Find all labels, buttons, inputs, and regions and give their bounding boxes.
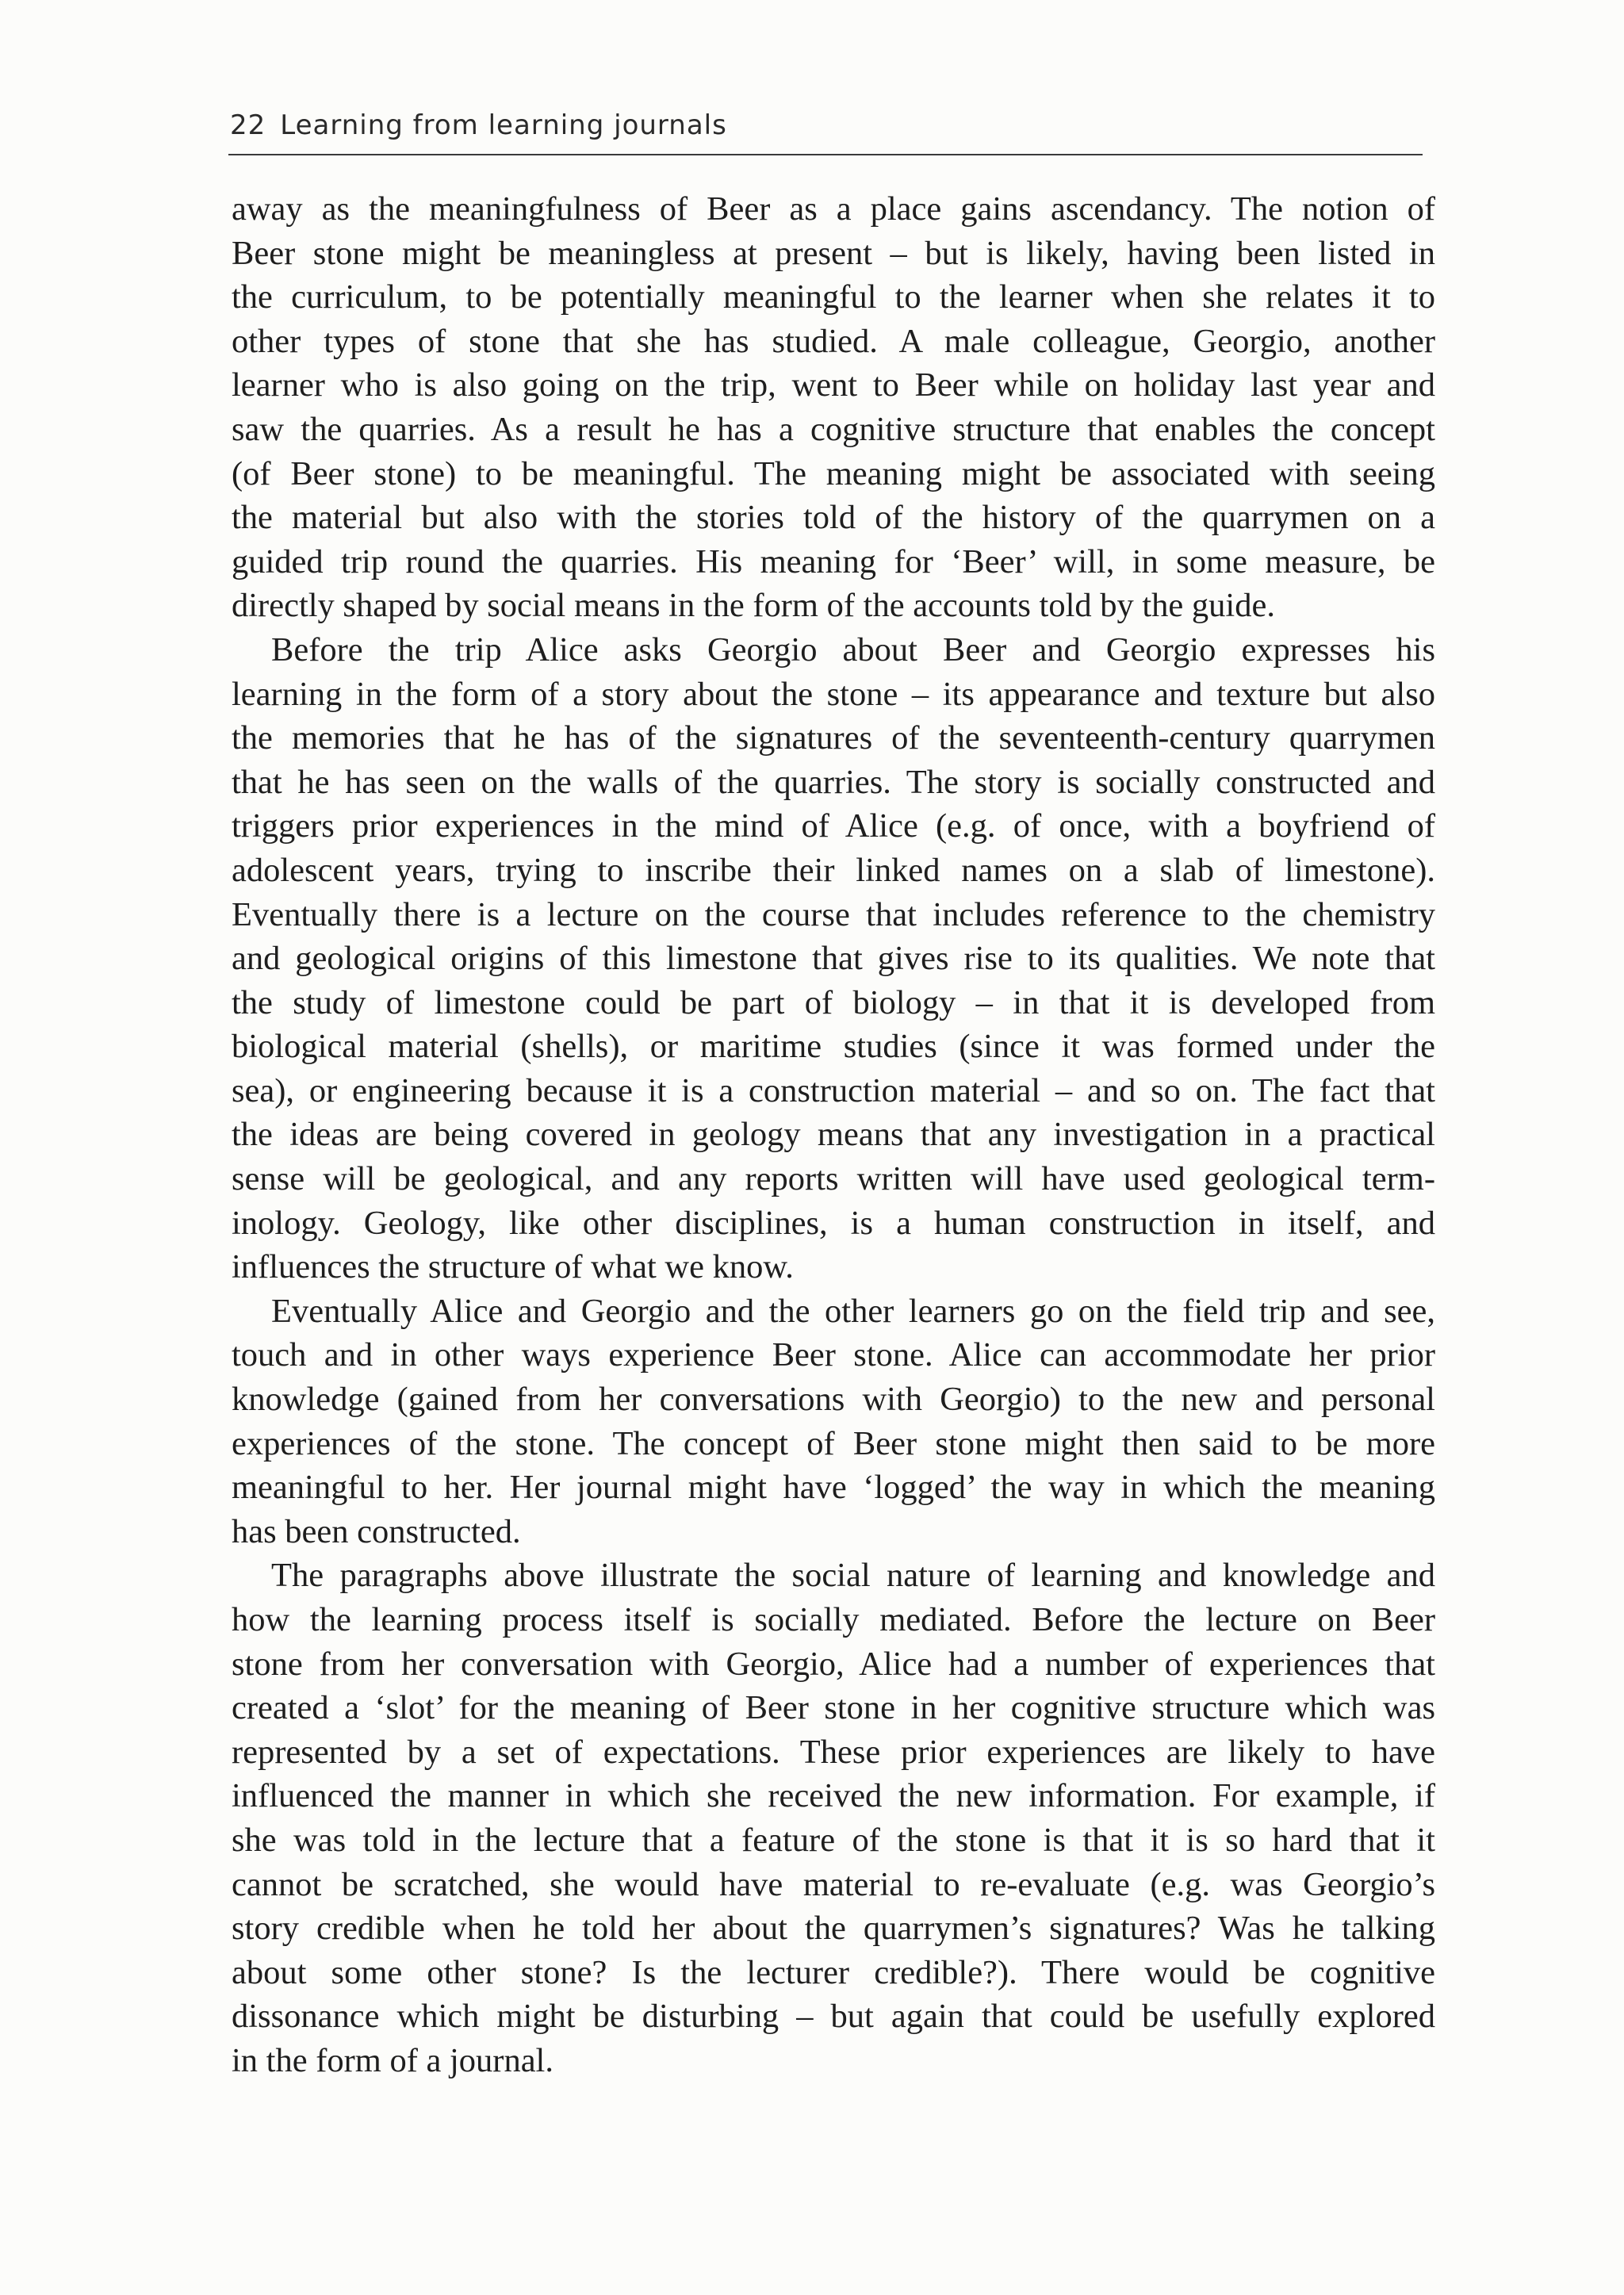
text-line: inology. Geology, like other disciplines, is a human construction in itself, and <box>232 1204 1435 1242</box>
paragraph-1 <box>232 187 1435 628</box>
text-line: and geological origins of this limestone that gives rise to its qualities. We note that <box>232 940 1435 978</box>
text-line: saw the quarries. As a result he has a cognitive structure that enables the concept <box>232 410 1435 448</box>
text-line: the memories that he has of the signatures of the seventeenth-century quarrymen <box>232 719 1435 757</box>
text-line: Beer stone might be meaningless at present – but is likely, having been listed in <box>232 234 1435 272</box>
text-line: in the form of a journal. <box>232 2041 553 2079</box>
text-line: sea), or engineering because it is a construction material – and so on. The fact that <box>232 1071 1435 1109</box>
text-line: other types of stone that she has studied. A male colleague, Georgio, another <box>232 322 1435 360</box>
text-line: cannot be scratched, she would have material to re-evaluate (e.g. was Georgio’s <box>232 1865 1435 1903</box>
text-line: Eventually there is a lecture on the course that includes reference to the chemistry <box>232 895 1435 933</box>
text-line: learner who is also going on the trip, went to Beer while on holiday last year and <box>232 366 1435 404</box>
book-title: Learning from learning journals <box>280 109 727 141</box>
text-line: experiences of the stone. The concept of Beer stone might then said to be more <box>232 1424 1435 1462</box>
text-line: guided trip round the quarries. His meaning for ‘Beer’ will, in some measure, be <box>232 542 1435 580</box>
text-line: influences the structure of what we know. <box>232 1248 794 1286</box>
text-line: the study of limestone could be part of biology – in that it is developed from <box>232 983 1435 1021</box>
text-line: directly shaped by social means in the form of the accounts told by the guide. <box>232 587 1275 625</box>
text-line: away as the meaningfulness of Beer as a place gains ascendancy. The notion of <box>232 190 1435 228</box>
text-line: the material but also with the stories told of the history of the quarrymen on a <box>232 499 1435 537</box>
text-line: dissonance which might be disturbing – but again that could be usefully explored <box>232 1998 1435 2036</box>
text-line: adolescent years, trying to inscribe their linked names on a slab of limestone). <box>232 851 1435 889</box>
body-text <box>232 187 1435 2083</box>
page-number: 22 <box>230 109 266 141</box>
header-rule <box>228 154 1423 155</box>
paragraph-3 <box>232 1289 1435 1554</box>
text-line: sense will be geological, and any reports written will have used geological term- <box>232 1160 1435 1198</box>
text-line: created a ‘slot’ for the meaning of Beer stone in her cognitive structure which was <box>232 1689 1435 1727</box>
text-line: Before the trip Alice asks Georgio about Beer and Georgio expresses his <box>271 630 1435 669</box>
text-line: (of Beer stone) to be meaningful. The meaning might be associated with seeing <box>232 454 1435 492</box>
text-line: she was told in the lecture that a feature of the stone is that it is so hard that it <box>232 1821 1435 1859</box>
text-line: knowledge (gained from her conversations with Georgio) to the new and personal <box>232 1381 1435 1419</box>
text-line: represented by a set of expectations. These prior experiences are likely to have <box>232 1733 1435 1771</box>
paragraph-4 <box>232 1554 1435 2082</box>
text-line: influenced the manner in which she received the new information. For example, if <box>232 1777 1435 1815</box>
text-line: has been constructed. <box>232 1512 521 1550</box>
paragraph-2 <box>232 628 1435 1289</box>
text-line: about some other stone? Is the lecturer credible?). There would be cognitive <box>232 1953 1435 1991</box>
text-line: biological material (shells), or maritime studies (since it was formed under the <box>232 1028 1435 1066</box>
text-line: that he has seen on the walls of the quarries. The story is socially constructed and <box>232 763 1435 801</box>
text-line: the ideas are being covered in geology means that any investigation in a practical <box>232 1116 1435 1154</box>
text-line: touch and in other ways experience Beer stone. Alice can accommodate her prior <box>232 1336 1435 1374</box>
text-line: triggers prior experiences in the mind of Alice (e.g. of once, with a boyfriend of <box>232 807 1435 845</box>
text-line: stone from her conversation with Georgio, Alice had a number of experiences that <box>232 1645 1435 1683</box>
text-line: how the learning process itself is socially mediated. Before the lecture on Beer <box>232 1601 1435 1638</box>
text-line: learning in the form of a story about the stone – its appearance and texture but also <box>232 675 1435 713</box>
text-line: Eventually Alice and Georgio and the other learners go on the field trip and see, <box>271 1292 1435 1330</box>
text-line: The paragraphs above illustrate the social nature of learning and knowledge and <box>271 1557 1435 1595</box>
text-line: story credible when he told her about the quarrymen’s signatures? Was he talking <box>232 1910 1435 1948</box>
text-line: the curriculum, to be potentially meaningful to the learner when she relates it to <box>232 278 1435 316</box>
text-line: meaningful to her. Her journal might have ‘logged’ the way in which the meaning <box>232 1469 1435 1507</box>
running-head <box>230 109 1419 154</box>
